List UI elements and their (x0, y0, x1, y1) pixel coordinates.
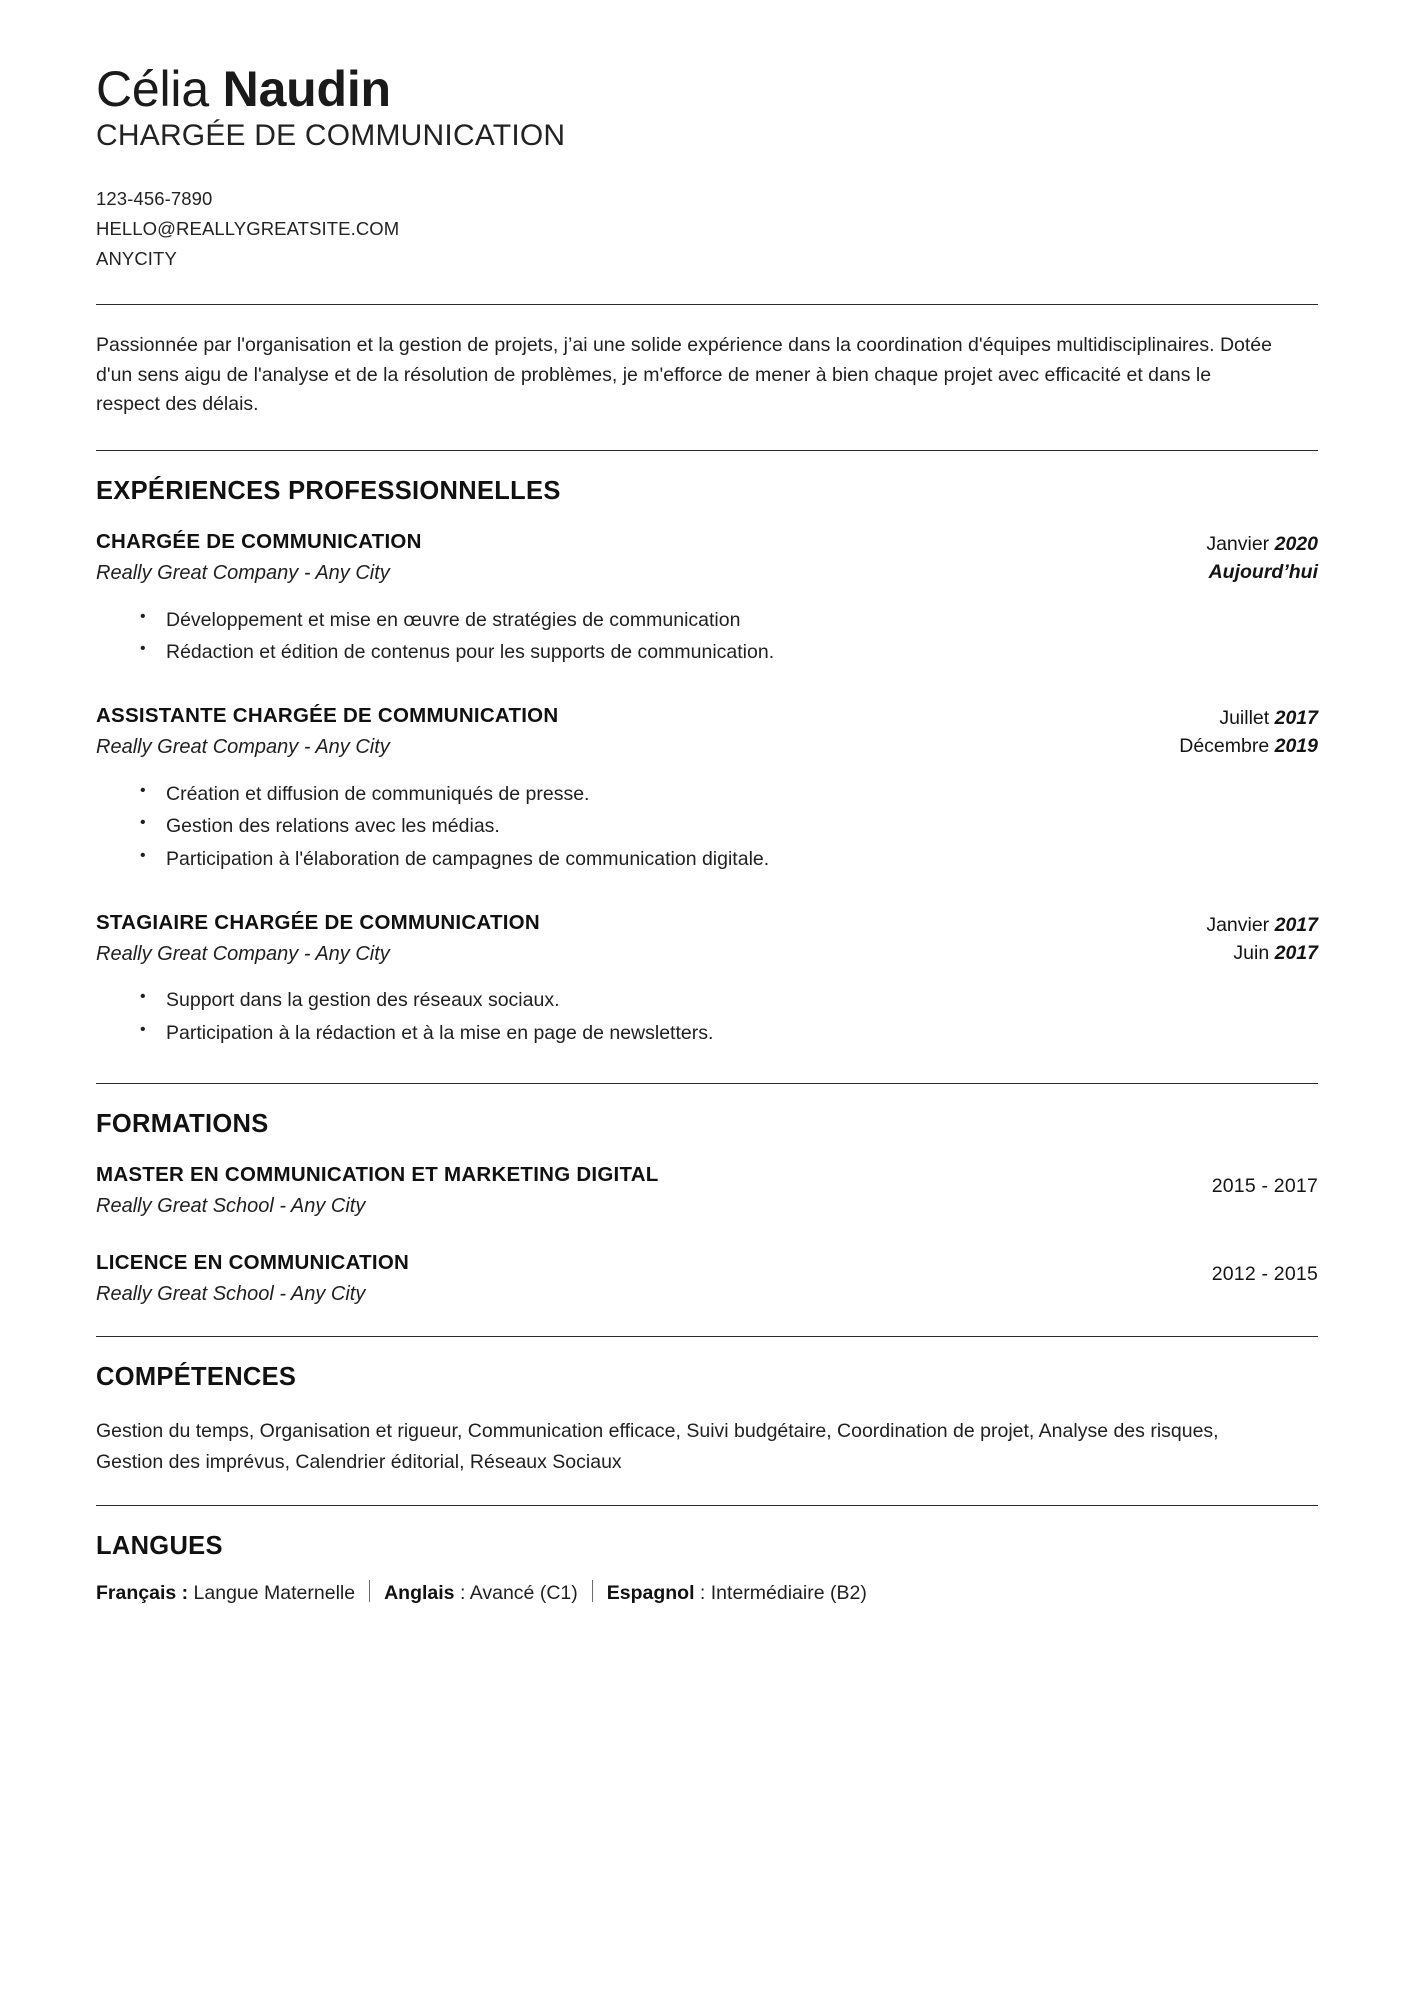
first-name: Célia (96, 61, 209, 117)
section-heading-experience: EXPÉRIENCES PROFESSIONNELLES (96, 476, 561, 505)
last-name: Naudin (222, 61, 391, 117)
education-period: 2015 - 2017 (1211, 1174, 1318, 1197)
skills-list: Gestion du temps, Organisation et rigueur, Communication efficace, Suivi budgétaire, Coordination de projet, Analyse des risques, Gestion des imprévus, Calendrier éditorial, Réseaux Sociaux (96, 1420, 1219, 1473)
experience-start-date (1179, 704, 1318, 732)
experience-role: ASSISTANTE CHARGÉE DE COMMUNICATION (96, 703, 559, 727)
end-month: Juin (1233, 941, 1270, 964)
education-entry-left (96, 1161, 1188, 1221)
experience-role: STAGIAIRE CHARGÉE DE COMMUNICATION (96, 910, 540, 934)
education-period-wrap (1212, 1249, 1318, 1286)
contact-email: HELLO@REALLYGREATSITE.COM (96, 217, 400, 239)
list-item: • Participation à l'élaboration de campagnes de communication digitale. (140, 845, 1318, 875)
divider-after-experience (96, 1083, 1318, 1084)
divider-after-summary (96, 450, 1318, 451)
experience-end-date (1206, 939, 1318, 967)
education-degree: MASTER EN COMMUNICATION ET MARKETING DIGITAL (96, 1162, 659, 1186)
divider-after-contact (96, 304, 1318, 305)
education-period-wrap (1212, 1161, 1318, 1198)
education-entry-left (96, 1249, 1188, 1309)
education-item (96, 1249, 1318, 1309)
experience-dates (1206, 909, 1318, 967)
start-month: Janvier (1206, 532, 1270, 555)
list-item: • Rédaction et édition de contenus pour les supports de communication. (140, 638, 1318, 668)
language-item-english (384, 1579, 578, 1608)
experience-org: Really Great Company - Any City (96, 562, 390, 585)
start-year: 2020 (1274, 532, 1318, 555)
list-item: • Participation à la rédaction et à la mise en page de newsletters. (140, 1019, 1318, 1049)
end-year: 2019 (1274, 734, 1318, 757)
language-name: Français : (96, 1581, 189, 1604)
experience-start-date (1206, 911, 1318, 939)
page-title (96, 62, 1318, 116)
section-heading-education: FORMATIONS (96, 1109, 269, 1138)
experience-entry-header (96, 909, 1318, 969)
education-item (96, 1161, 1318, 1221)
experience-role: CHARGÉE DE COMMUNICATION (96, 529, 422, 553)
experience-entry-left (96, 909, 1182, 969)
education-school: Really Great School - Any City (96, 1195, 366, 1218)
education-period: 2012 - 2015 (1211, 1262, 1318, 1285)
language-name: Espagnol (606, 1581, 695, 1604)
experience-start-date (1206, 530, 1318, 558)
start-month: Juillet (1219, 706, 1270, 729)
experience-bullets (96, 780, 1318, 875)
section-heading-skills: COMPÉTENCES (96, 1363, 297, 1392)
education-school: Really Great School - Any City (96, 1283, 366, 1306)
list-item: • Développement et mise en œuvre de stratégies de communication (140, 606, 1318, 636)
experience-dates (1206, 528, 1318, 586)
header-job-title: CHARGÉE DE COMMUNICATION (96, 119, 566, 152)
start-month: Janvier (1206, 913, 1270, 936)
language-level: : Avancé (C1) (459, 1581, 578, 1604)
experience-bullets (96, 986, 1318, 1048)
end-year: 2017 (1274, 941, 1318, 964)
section-heading-languages: LANGUES (96, 1531, 223, 1560)
list-item: • Support dans la gestion des réseaux sociaux. (140, 986, 1318, 1016)
list-item: • Gestion des relations avec les médias. (140, 812, 1318, 842)
experience-org: Really Great Company - Any City (96, 943, 390, 966)
experience-bullets (96, 606, 1318, 668)
start-year: 2017 (1274, 913, 1318, 936)
language-name: Anglais (384, 1581, 455, 1604)
contact-phone: 123-456-7890 (96, 188, 213, 209)
experience-item (96, 702, 1318, 875)
start-year: 2017 (1274, 706, 1318, 729)
experience-dates (1179, 702, 1318, 760)
experience-entry-left (96, 702, 1155, 762)
experience-item (96, 528, 1318, 668)
divider-after-skills (96, 1505, 1318, 1506)
experience-entry-header (96, 702, 1318, 762)
language-divider (592, 1580, 593, 1602)
resume-header (96, 62, 1318, 274)
contact-city: ANYCITY (96, 247, 177, 269)
end-month: Décembre (1179, 734, 1270, 757)
profile-summary: Passionnée par l'organisation et la gestion de projets, j’ai une solide expérience dans la coordination d'équipes multidisciplinaires. Dotée d'un sens aigu de l'analyse et de la résolution de problèmes, je m'efforce de mener à bien chaque projet avec efficacité et dans le respect des délais. (96, 333, 1272, 416)
divider-after-education (96, 1336, 1318, 1337)
languages-line (96, 1577, 1318, 1608)
language-level: : Intermédiaire (B2) (699, 1581, 867, 1604)
experience-item (96, 909, 1318, 1049)
experience-entry-left (96, 528, 1182, 588)
language-item-french (96, 1579, 355, 1608)
experience-end-date (1179, 732, 1318, 760)
list-item: • Création et diffusion de communiqués de presse. (140, 780, 1318, 810)
experience-entry-header (96, 528, 1318, 588)
experience-org: Really Great Company - Any City (96, 736, 390, 759)
experience-end-date: Aujourd’hui (1208, 560, 1318, 583)
language-level: Langue Maternelle (193, 1581, 356, 1604)
language-item-spanish (607, 1579, 867, 1608)
education-degree: LICENCE EN COMMUNICATION (96, 1250, 410, 1274)
language-divider (369, 1580, 370, 1602)
